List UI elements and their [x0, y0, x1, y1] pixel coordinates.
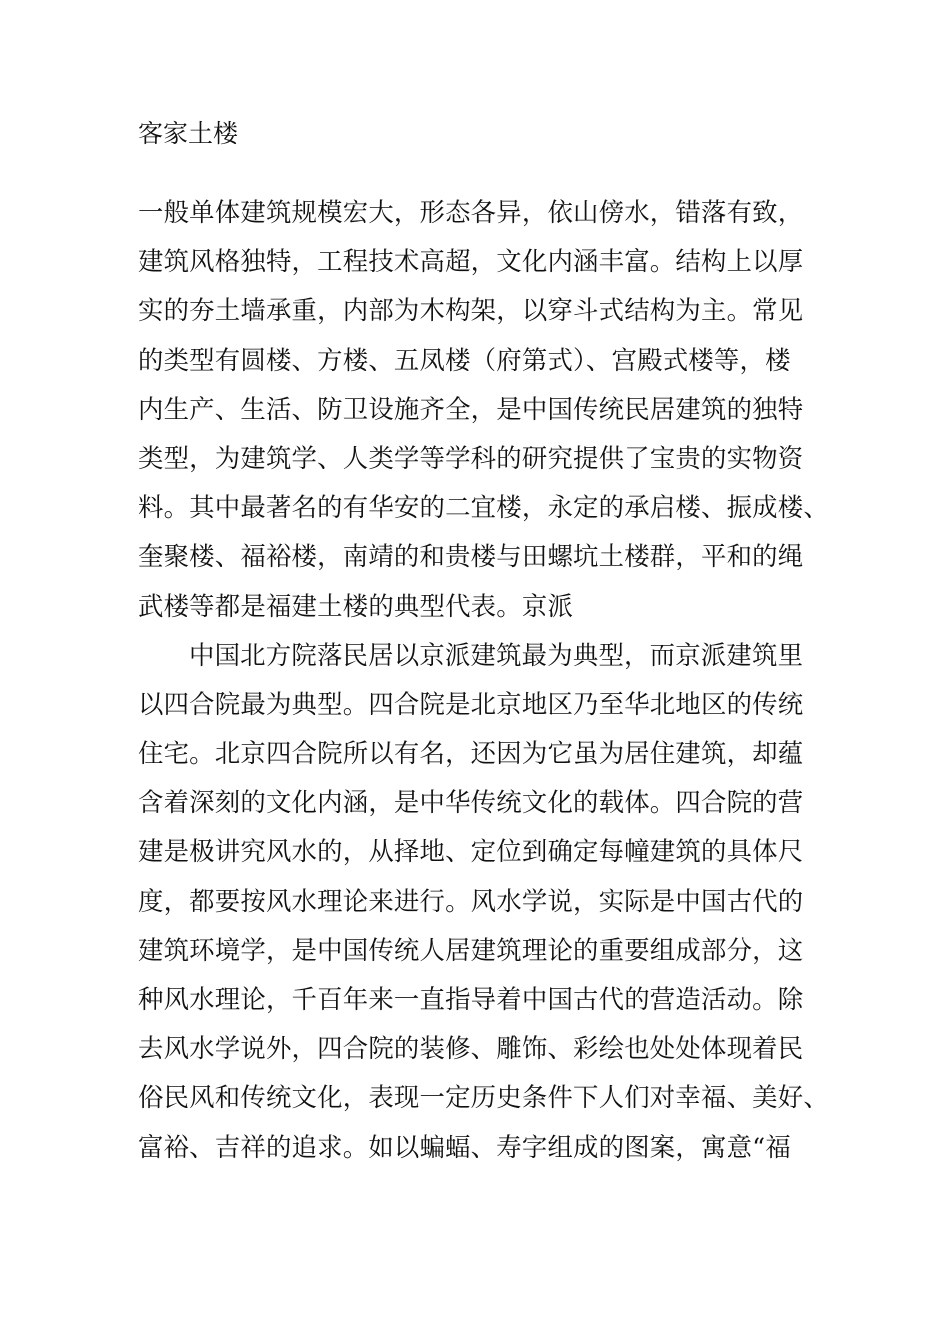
text-line: 种风水理论，千百年来一直指导着中国古代的营造活动。除 — [138, 984, 804, 1014]
text-line: 实的夯土墙承重，内部为木构架，以穿斗式结构为主。常见 — [138, 295, 804, 326]
text-line: 富裕、吉祥的追求。如以蝙蝠、寿字组成的图案，寓意“福 — [138, 1131, 791, 1162]
text-line: 以四合院最为典型。四合院是北京地区乃至华北地区的传统 — [138, 688, 804, 719]
text-line: 类型，为建筑学、人类学等学科的研究提供了宝贵的实物资 — [138, 442, 804, 473]
text-line: 建筑风格独特，工程技术高超，文化内涵丰富。结构上以厚 — [138, 246, 804, 277]
text-line: 一般单体建筑规模宏大，形态各异，依山傍水，错落有致， — [138, 197, 804, 227]
document-title: 客家土楼 — [138, 119, 239, 148]
text-line: 内生产、生活、防卫设施齐全，是中国传统民居建筑的独特 — [138, 393, 804, 424]
text-line: 奎聚楼、福裕楼，南靖的和贵楼与田螺坑土楼群，平和的绳 — [138, 541, 804, 572]
text-line: 的类型有圆楼、方楼、五凤楼（府第式）、宫殿式楼等，楼 — [138, 344, 791, 375]
text-line: 住宅。北京四合院所以有名，还因为它虽为居住建筑，却蕴 — [138, 738, 804, 769]
text-line: 料。其中最著名的有华安的二宜楼，永定的承启楼、振成楼、 — [138, 492, 829, 523]
text-line: 建筑环境学，是中国传统人居建筑理论的重要组成部分，这 — [138, 934, 804, 965]
text-line: 建是极讲究风水的，从择地、定位到确定每幢建筑的具体尺 — [138, 836, 804, 867]
text-line: 含着深刻的文化内涵，是中华传统文化的载体。四合院的营 — [138, 787, 804, 818]
text-line: 度，都要按风水理论来进行。风水学说，实际是中国古代的 — [138, 885, 804, 916]
text-line: 武楼等都是福建土楼的典型代表。京派 — [138, 590, 574, 621]
text-line: 去风水学说外，四合院的装修、雕饰、彩绘也处处体现着民 — [138, 1033, 804, 1064]
document-body — [138, 188, 829, 1172]
text-line: 俗民风和传统文化，表现一定历史条件下人们对幸福、美好、 — [138, 1082, 829, 1113]
paragraph-first-line: 中国北方院落民居以京派建筑最为典型，而京派建筑里 — [189, 639, 804, 670]
